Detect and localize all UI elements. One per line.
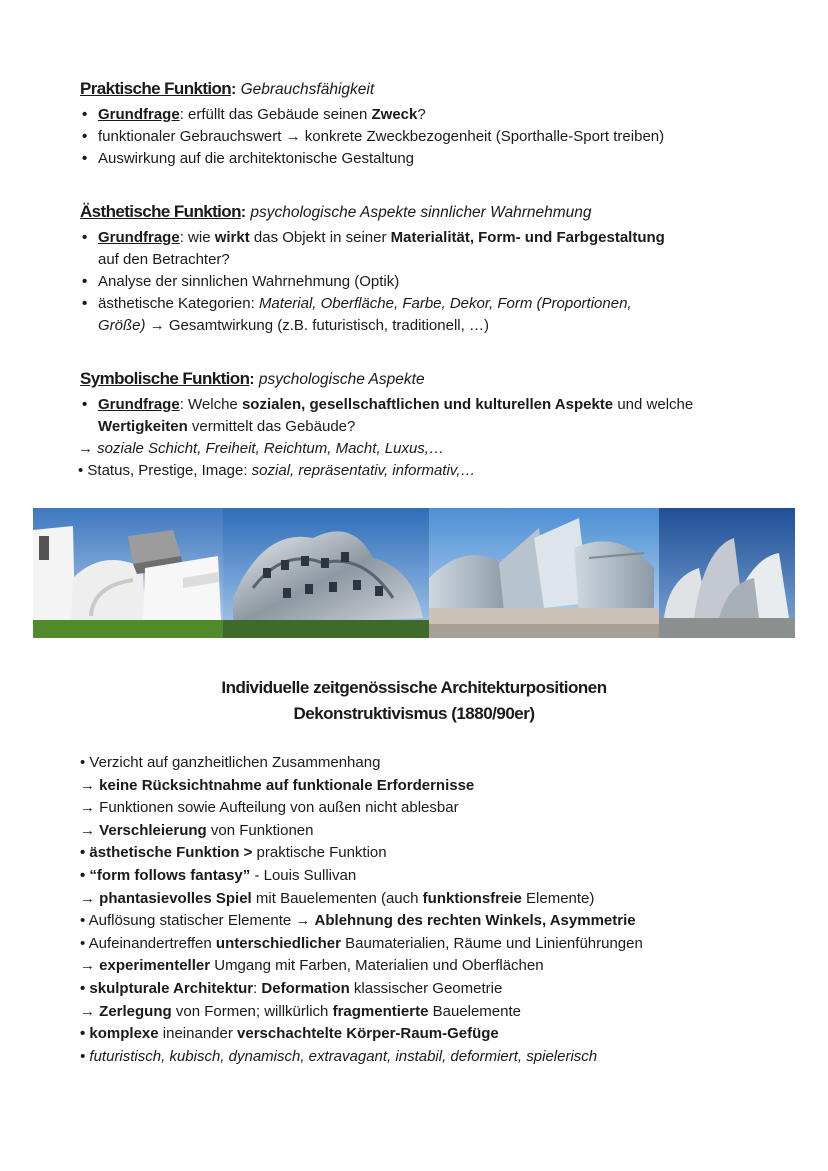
- section-title: Symbolische Funktion: [80, 369, 250, 388]
- fondation-louis-vuitton-photo: [429, 508, 659, 638]
- disney-concert-hall-photo: [659, 508, 795, 638]
- list-item: • “form follows fantasy” - Louis Sullivan: [80, 866, 357, 884]
- list-item: • Auflösung statischer Elemente → Ablehnung des rechten Winkels, Asymmetrie: [80, 912, 636, 930]
- list-item: • skulpturale Architektur: Deformation klassischer Geometrie: [80, 979, 503, 997]
- text-line: • Status, Prestige, Image: sozial, repräsentativ, informativ,…: [78, 462, 476, 479]
- vitra-museum-photo: [33, 508, 223, 638]
- page-title: Individuelle zeitgenössische Architekturpositionen: [221, 678, 607, 697]
- deconstructivism-list: [80, 752, 780, 1068]
- section-subtitle: psychologische Aspekte: [258, 371, 425, 388]
- list-item: • Aufeinandertreffen unterschiedlicher Baumaterialien, Räume und Linienführungen: [80, 934, 643, 952]
- section-heading: Ästhetische Funktion: psychologische Aspekte sinnlicher Wahrnehmung: [80, 202, 592, 221]
- list-item: → Zerlegung von Formen; willkürlich fragmentierte Bauelemente: [80, 1002, 522, 1020]
- section-heading: Praktische Funktion: Gebrauchsfähigkeit: [80, 79, 375, 98]
- section-symbolische-funktion: [80, 368, 760, 482]
- lou-ruvo-center-photo: [223, 508, 429, 638]
- list-item: • Analyse der sinnlichen Wahrnehmung (Optik): [82, 273, 400, 290]
- text-line: → soziale Schicht, Freiheit, Reichtum, Macht, Luxus,…: [78, 440, 444, 457]
- list-item: • Grundfrage: Welche sozialen, gesellschaftlichen und kulturellen Aspekte und welche Wertigkeiten vermittelt das Gebäude?: [82, 396, 694, 435]
- section-title: Ästhetische Funktion: [80, 202, 241, 221]
- list-item: → keine Rücksichtnahme auf funktionale Erfordernisse: [80, 776, 475, 794]
- list-item: → Verschleierung von Funktionen: [80, 821, 314, 839]
- list-item: • Auswirkung auf die architektonische Gestaltung: [82, 150, 415, 167]
- section-aesthetische-funktion: [80, 201, 760, 337]
- section-subtitle: Gebrauchsfähigkeit: [240, 81, 375, 98]
- list-item: • futuristisch, kubisch, dynamisch, extravagant, instabil, deformiert, spielerisch: [80, 1047, 598, 1065]
- section-subtitle: psychologische Aspekte sinnlicher Wahrnehmung: [250, 204, 592, 221]
- list-item: → phantasievolles Spiel mit Bauelementen (auch funktionsfreie Elemente): [80, 889, 595, 907]
- list-item: • funktionaler Gebrauchswert → konkrete Zweckbezogenheit (Sporthalle-Sport treiben): [82, 128, 665, 145]
- bullet-list: [80, 227, 760, 337]
- section-title: Praktische Funktion: [80, 79, 232, 98]
- list-item: • ästhetische Kategorien: Material, Oberfläche, Farbe, Dekor, Form (Proportionen, Größe) → Gesamtwirkung (z.B. futuristisch, traditionell, …): [82, 295, 632, 334]
- list-item: → Funktionen sowie Aufteilung von außen nicht ablesbar: [80, 799, 459, 817]
- section-heading: Symbolische Funktion: psychologische Aspekte: [80, 369, 425, 388]
- list-item: → experimenteller Umgang mit Farben, Materialien und Oberflächen: [80, 957, 544, 975]
- list-item: • Verzicht auf ganzheitlichen Zusammenhang: [80, 754, 381, 771]
- list-item: • Grundfrage: erfüllt das Gebäude seinen Zweck?: [82, 106, 426, 123]
- list-item: • Grundfrage: wie wirkt das Objekt in seiner Materialität, Form- und Farbgestaltung auf den Betrachter?: [82, 229, 665, 268]
- page-subtitle: Dekonstruktivismus (1880/90er): [293, 704, 535, 723]
- architecture-photo-strip: [33, 508, 795, 638]
- bullet-list: [80, 104, 760, 170]
- list-item: • ästhetische Funktion > praktische Funktion: [80, 844, 387, 862]
- section-praktische-funktion: [80, 78, 760, 170]
- list-item: • komplexe ineinander verschachtelte Körper-Raum-Gefüge: [80, 1025, 499, 1043]
- bullet-list: [80, 394, 760, 438]
